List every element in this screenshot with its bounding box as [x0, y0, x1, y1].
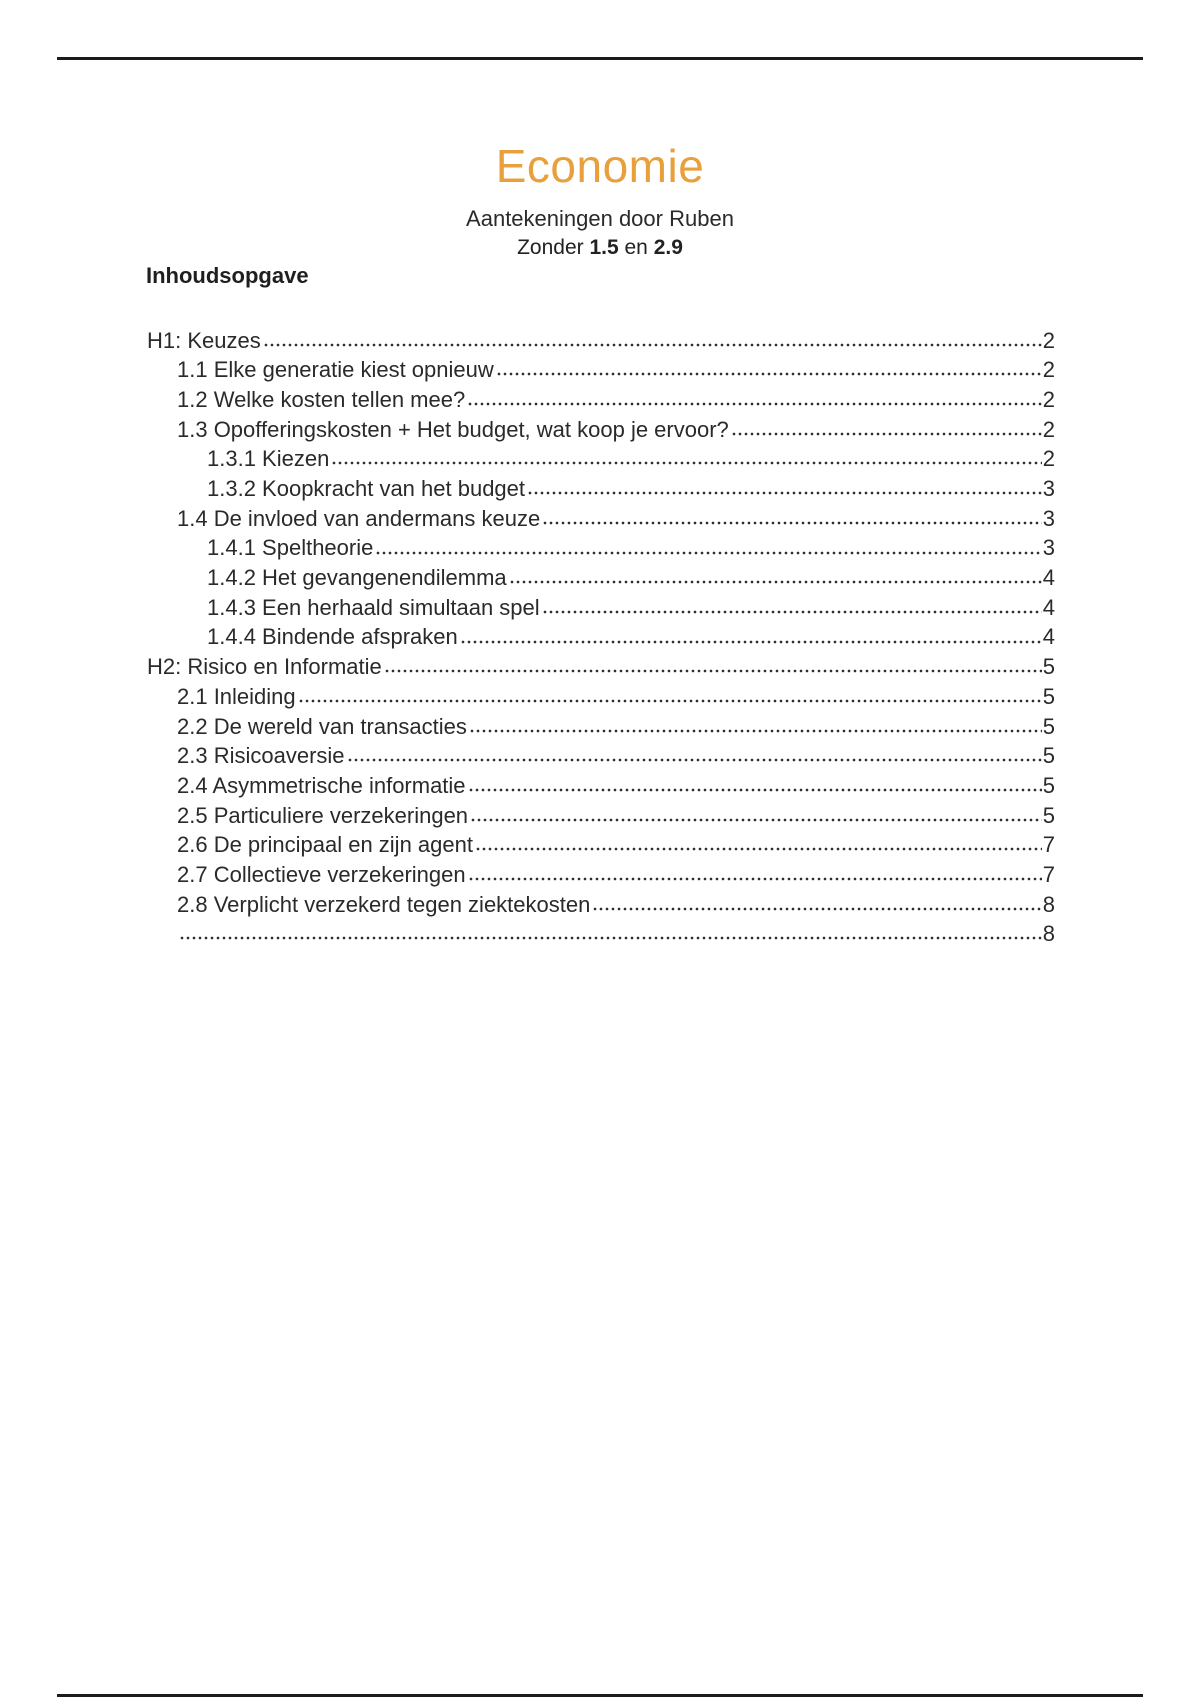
toc-heading: Inhoudsopgave: [146, 263, 309, 288]
toc-entry-label: 2.5 Particuliere verzekeringen: [177, 802, 469, 828]
toc-entry[interactable]: [147, 886, 1055, 916]
toc-page-number: 8: [1042, 891, 1055, 917]
toc-entry[interactable]: [147, 708, 1055, 738]
toc-entry-label: 2.4 Asymmetrische informatie: [177, 772, 466, 798]
toc-leader-dots: [542, 521, 1042, 525]
toc-page-number: 7: [1042, 861, 1055, 887]
toc-entry-label: 2.6 De principaal en zijn agent: [177, 832, 473, 858]
toc-page-number: 8: [1042, 921, 1055, 947]
subtitle: Aantekeningen door Ruben: [466, 206, 734, 231]
exclusion-note: [0, 236, 1200, 260]
toc-page-number: 2: [1042, 446, 1055, 472]
toc-page-number: 2: [1042, 327, 1055, 353]
toc-entry[interactable]: [147, 441, 1055, 471]
toc-leader-dots: [542, 610, 1042, 614]
toc-entry[interactable]: [147, 322, 1055, 352]
toc-entry-label: 2.8 Verplicht verzekerd tegen ziektekosten: [177, 891, 591, 917]
top-rule: [57, 57, 1143, 60]
toc-page-number: 5: [1042, 683, 1055, 709]
toc-page-number: 5: [1042, 713, 1055, 739]
toc-page-number: 4: [1042, 565, 1055, 591]
toc-entry-label: 1.1 Elke generatie kiest opnieuw: [177, 357, 494, 383]
toc-entry[interactable]: [147, 767, 1055, 797]
toc-leader-dots: [470, 818, 1042, 822]
toc-entry[interactable]: [147, 352, 1055, 382]
toc-leader-dots: [347, 758, 1042, 762]
toc-entry[interactable]: [147, 678, 1055, 708]
toc-entry[interactable]: [147, 589, 1055, 619]
exclusion-middle: en: [618, 236, 654, 259]
toc-entry-label: 1.3 Opofferingskosten + Het budget, wat koop je ervoor?: [177, 416, 729, 442]
toc-entry-label: 1.2 Welke kosten tellen mee?: [177, 386, 466, 412]
toc-leader-dots: [460, 640, 1042, 644]
toc-leader-dots: [263, 343, 1042, 347]
toc-page-number: 7: [1042, 832, 1055, 858]
exclusion-prefix: Zonder: [517, 236, 590, 259]
page-title: Economie: [495, 140, 705, 192]
toc-entry[interactable]: [147, 470, 1055, 500]
exclusion-bold-2: 2.9: [653, 236, 683, 259]
toc-leader-dots: [468, 877, 1042, 881]
toc-page-number: 2: [1042, 416, 1055, 442]
toc-entry-label: 1.4.1 Speltheorie: [207, 535, 374, 561]
toc-leader-dots: [527, 491, 1042, 495]
toc-entry[interactable]: [147, 619, 1055, 649]
toc-leader-dots: [331, 461, 1041, 465]
toc-entry[interactable]: [147, 827, 1055, 857]
toc-page-number: 4: [1042, 594, 1055, 620]
toc-leader-dots: [469, 729, 1042, 733]
toc-entry[interactable]: [147, 856, 1055, 886]
toc-entry[interactable]: [147, 500, 1055, 530]
toc-entry[interactable]: [147, 649, 1055, 679]
toc-leader-dots: [468, 788, 1042, 792]
toc-page-number: 2: [1042, 386, 1055, 412]
toc-entry-label: 1.4 De invloed van andermans keuze: [177, 505, 541, 531]
toc-page-number: 3: [1042, 535, 1055, 561]
toc-page-number: 4: [1042, 624, 1055, 650]
table-of-contents: [147, 322, 1055, 945]
toc-leader-dots: [298, 699, 1042, 703]
bottom-rule: [57, 1694, 1143, 1697]
toc-entry[interactable]: [147, 797, 1055, 827]
toc-page-number: 5: [1042, 802, 1055, 828]
toc-page-number: 5: [1042, 743, 1055, 769]
toc-entry-label: 2.1 Inleiding: [177, 683, 296, 709]
exclusion-bold-1: 1.5: [589, 236, 619, 259]
toc-entry-label: 1.4.4 Bindende afspraken: [207, 624, 458, 650]
toc-entry[interactable]: [147, 738, 1055, 768]
toc-leader-dots: [475, 847, 1042, 851]
toc-page-number: 3: [1042, 476, 1055, 502]
toc-leader-dots: [375, 551, 1041, 555]
toc-entry[interactable]: [147, 530, 1055, 560]
toc-entry-label: 2.2 De wereld van transacties: [177, 713, 467, 739]
toc-entry[interactable]: [147, 381, 1055, 411]
toc-leader-dots: [467, 402, 1042, 406]
toc-entry-label: 1.3.2 Koopkracht van het budget: [207, 476, 526, 502]
toc-entry-label: 1.4.2 Het gevangenendilemma: [207, 565, 507, 591]
toc-entry[interactable]: [147, 916, 1055, 946]
toc-entry-label: 1.4.3 Een herhaald simultaan spel: [207, 594, 540, 620]
toc-leader-dots: [509, 580, 1042, 584]
toc-entry-label: 1.3.1 Kiezen: [207, 446, 330, 472]
toc-entry-label: 2.3 Risicoaversie: [177, 743, 345, 769]
toc-entry-label: H1: Keuzes: [147, 327, 261, 353]
toc-entry-label: H2: Risico en Informatie: [147, 654, 382, 680]
toc-page-number: 2: [1042, 357, 1055, 383]
toc-page-number: 5: [1042, 654, 1055, 680]
toc-entry-label: 2.7 Collectieve verzekeringen: [177, 861, 466, 887]
toc-entry[interactable]: [147, 411, 1055, 441]
toc-leader-dots: [592, 907, 1041, 911]
toc-entry[interactable]: [147, 560, 1055, 590]
toc-leader-dots: [384, 669, 1042, 673]
toc-page-number: 5: [1042, 772, 1055, 798]
toc-leader-dots: [496, 372, 1042, 376]
toc-page-number: 3: [1042, 505, 1055, 531]
toc-leader-dots: [731, 432, 1042, 436]
toc-leader-dots: [179, 936, 1042, 940]
